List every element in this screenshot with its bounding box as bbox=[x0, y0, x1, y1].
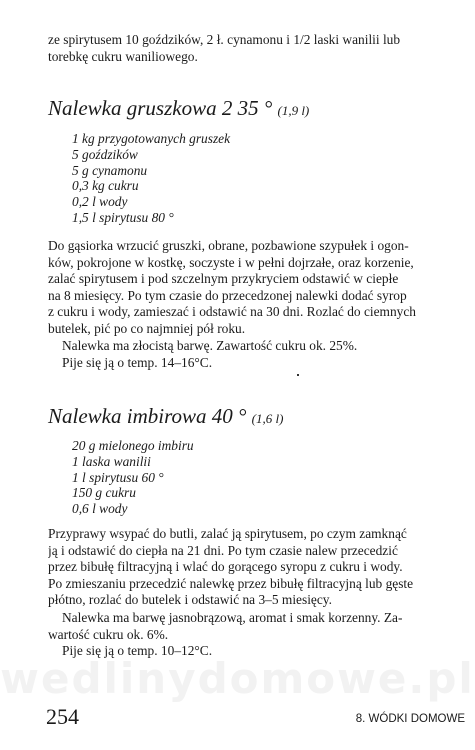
ingredient-item: 0,2 l wody bbox=[72, 194, 128, 210]
ingredient-item: 0,3 kg cukru bbox=[72, 178, 139, 194]
recipe-title-gruszkowa bbox=[48, 96, 309, 123]
text-line: płótno, rozlać do butelek i odstawić na 3–5 miesięcy. bbox=[48, 592, 332, 608]
text-line: Po zmieszaniu przecedzić nalewkę przez bibułę filtracyjną lub gęste bbox=[48, 575, 414, 591]
watermark: wedlinydomowe.pl bbox=[0, 654, 475, 703]
print-speck bbox=[297, 374, 299, 376]
text-line: ków, pokrojone w kostkę, soczyste i w pełni dojrzałe, oraz korzenie, bbox=[48, 254, 414, 270]
recipe-yield: (1,6 l) bbox=[251, 411, 284, 426]
recipe-yield: (1,9 l) bbox=[277, 103, 310, 118]
ingredient-item: 1 laska wanilii bbox=[72, 453, 151, 469]
text-line: wartość cukru ok. 6%. bbox=[48, 626, 169, 642]
method-paragraph-gruszkowa bbox=[48, 238, 466, 338]
ingredient-item: 1,5 l spirytusu 80 ° bbox=[72, 209, 174, 225]
text-line: Pije się ją o temp. 14–16°C. bbox=[62, 354, 213, 370]
text-line: Przyprawy wsypać do butli, zalać ją spirytusem, po czym zamknąć bbox=[48, 526, 407, 541]
ingredient-list-imbirowa bbox=[72, 438, 194, 517]
text-line: torebkę cukru waniliowego. bbox=[48, 48, 198, 64]
chapter-label: 8. WÓDKI DOMOWE bbox=[355, 713, 465, 725]
text-line: zalać spirytusem i pod szczelnym przykryciem odstawić w ciepłe bbox=[48, 271, 399, 287]
ingredient-item: 150 g cukru bbox=[72, 485, 136, 501]
text-line: ze spirytusem 10 goździków, 2 ł. cynamonu i 1/2 laski wanilii lub bbox=[48, 32, 401, 47]
note-paragraph bbox=[48, 338, 466, 371]
page-number: 254 bbox=[46, 704, 79, 729]
text-line: Pije się ją o temp. 10–12°C. bbox=[62, 643, 213, 659]
recipe-title-text: Nalewka imbirowa 40 ° bbox=[48, 404, 247, 428]
ingredient-item: 5 goździków bbox=[72, 146, 138, 162]
recipe-title-text: Nalewka gruszkowa 2 35 ° bbox=[48, 96, 273, 120]
ingredient-list-gruszkowa bbox=[72, 131, 230, 226]
text-line: Nalewka ma złocistą barwę. Zawartość cukru ok. 25%. bbox=[62, 338, 358, 353]
text-line: Nalewka ma barwę jasnobrązową, aromat i smak korzenny. Za- bbox=[62, 610, 403, 625]
method-paragraph-imbirowa bbox=[48, 526, 466, 609]
ingredient-item: 1 l spirytusu 60 ° bbox=[72, 469, 164, 485]
ingredient-item: 5 g cynamonu bbox=[72, 162, 148, 178]
recipe-title-imbirowa bbox=[48, 404, 283, 431]
text-line: na 8 miesięcy. Po tym czasie do przecedzonej nalewki dodać syrop bbox=[48, 287, 407, 303]
note-paragraph bbox=[48, 610, 466, 660]
text-line: przez bibułę filtracyjną i wlać do gorącego syropu z cukru i wody. bbox=[48, 559, 403, 575]
intro-paragraph bbox=[48, 32, 466, 65]
ingredient-item: 20 g mielonego imbiru bbox=[72, 438, 194, 453]
ingredient-item: 0,6 l wody bbox=[72, 501, 128, 517]
text-line: butelek, pić po co najmniej pół roku. bbox=[48, 320, 246, 336]
text-line: z cukru i wody, zamieszać i odstawić na 30 dni. Rozlać do ciemnych bbox=[48, 304, 416, 320]
text-line: ją i odstawić do ciepła na 21 dni. Po tym czasie nalew przecedzić bbox=[48, 542, 398, 558]
text-line: Do gąsiorka wrzucić gruszki, obrane, pozbawione szypułek i ogon- bbox=[48, 238, 409, 253]
ingredient-item: 1 kg przygotowanych gruszek bbox=[72, 131, 231, 146]
